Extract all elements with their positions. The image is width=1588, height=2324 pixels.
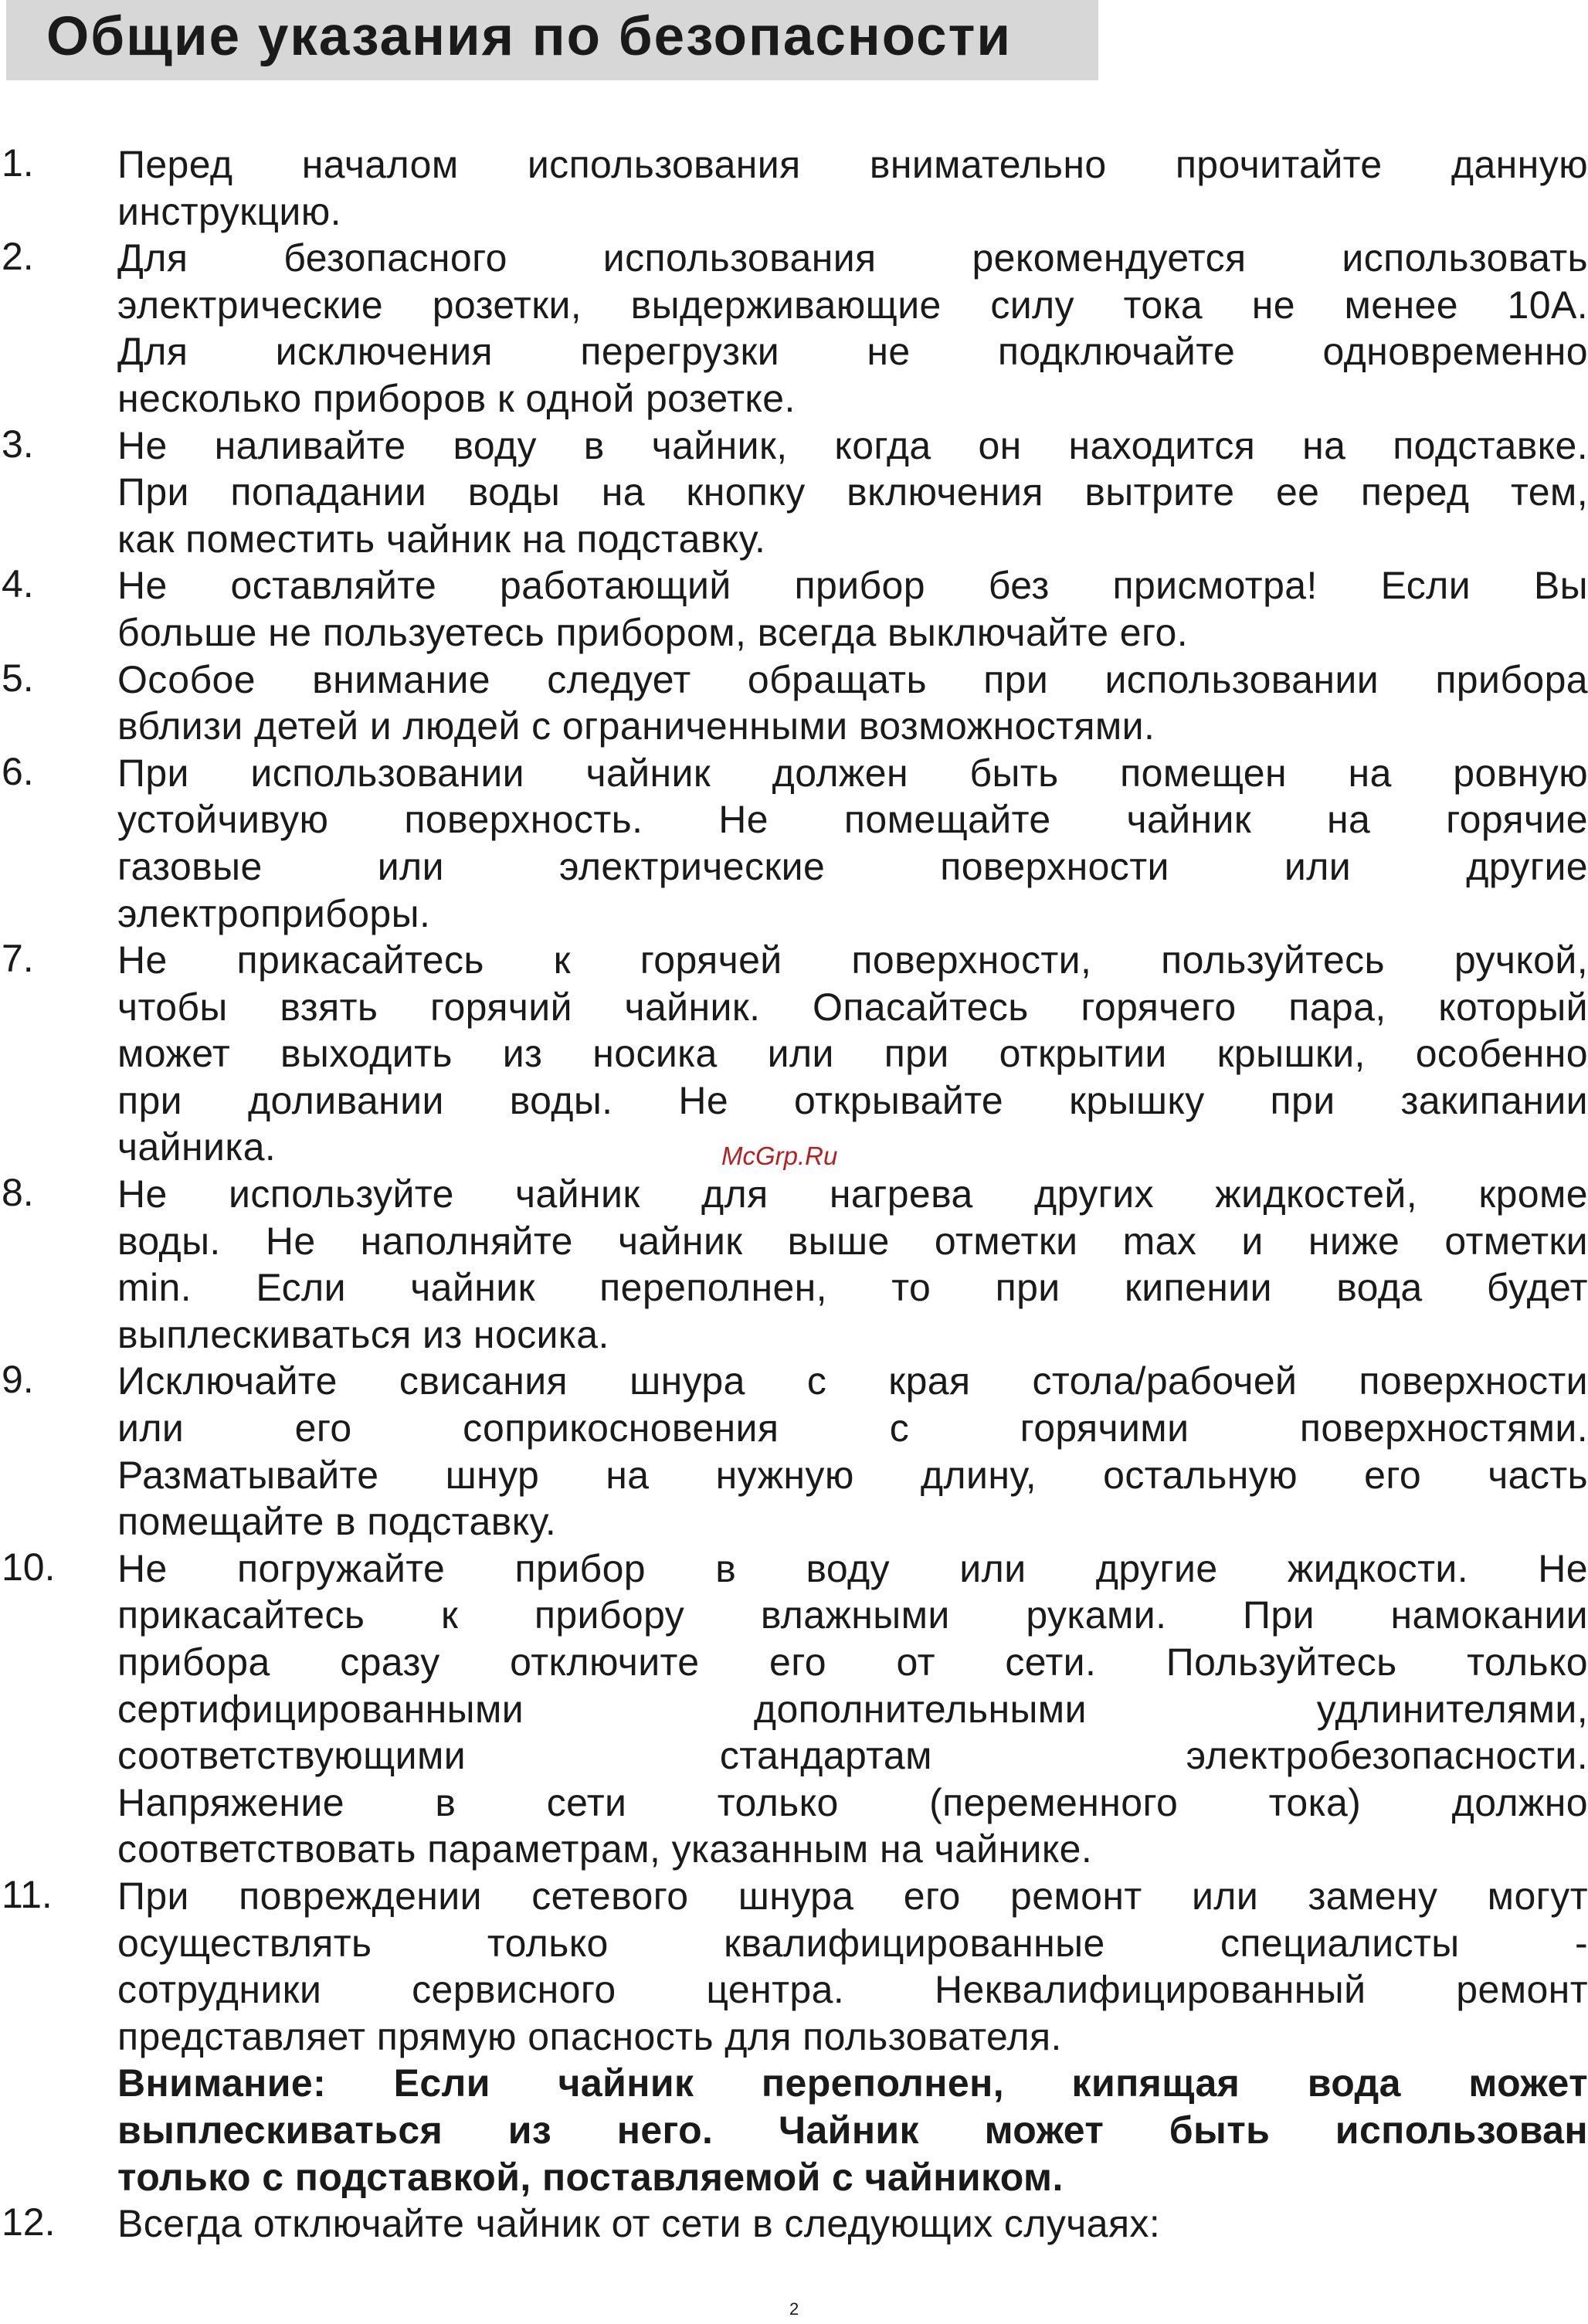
item-text-line: прикасайтесь к прибору влажными руками. При намокании xyxy=(117,1593,1588,1637)
item-text-line: чтобы взять горячий чайник. Опасайтесь горячего пара, который xyxy=(117,985,1588,1029)
item-text-line: Перед началом использования внимательно прочитайте данную xyxy=(117,143,1588,186)
item-number: 4. xyxy=(2,562,34,606)
item-text-line: при доливании воды. Не открывайте крышку при закипании xyxy=(117,1078,1588,1122)
item-text-line: инструкцию. xyxy=(117,189,341,233)
item-text-line: Не наливайте воду в чайник, когда он находится на подставке. xyxy=(117,423,1588,467)
item-text-line: Не погружайте прибор в воду или другие жидкости. Не xyxy=(117,1546,1588,1590)
section-header xyxy=(6,0,1098,80)
item-text-line: соответствовать параметрам, указанным на чайнике. xyxy=(117,1827,1093,1871)
item-text-line: Не оставляйте работающий прибор без присмотра! Если Вы xyxy=(117,564,1588,608)
item-text-line: Не используйте чайник для нагрева других жидкостей, кроме xyxy=(117,1172,1588,1216)
list-item xyxy=(0,422,1588,563)
page-title: Общие указания по безопасности xyxy=(46,6,1013,67)
item-text-line: сотрудники сервисного центра. Неквалифицированный ремонт xyxy=(117,1968,1588,2012)
item-text-line: вблизи детей и людей с ограниченными возможностями. xyxy=(117,704,1155,748)
item-text-line: сертифицированными дополнительными удлинителями, xyxy=(117,1687,1588,1731)
item-text-line: газовые или электрические поверхности или другие xyxy=(117,844,1588,888)
item-text-line: больше не пользуетесь прибором, всегда выключайте его. xyxy=(117,610,1189,654)
warning-text-line: выплескиваться из него. Чайник может быть использован xyxy=(117,2108,1588,2152)
item-text-line: помещайте в подставку. xyxy=(117,1500,557,1544)
item-text-line: Исключайте свисания шнура с края стола/рабочей поверхности xyxy=(117,1359,1588,1403)
warning-text-line: только с подставкой, поставляемой с чайником. xyxy=(117,2155,1064,2199)
item-text-line: устойчивую поверхность. Не помещайте чайник на горячие xyxy=(117,798,1588,842)
item-text-line: Для безопасного использования рекомендуется использовать xyxy=(117,236,1588,280)
warning-text-line: Внимание: Если чайник переполнен, кипящая вода может xyxy=(117,2061,1588,2105)
list-item xyxy=(0,656,1588,750)
item-text-line: При попадании воды на кнопку включения вытрите ее перед тем, xyxy=(117,470,1588,514)
item-text-line: min. Если чайник переполнен, то при кипении вода будет xyxy=(117,1266,1588,1310)
item-number: 7. xyxy=(2,937,34,981)
list-item xyxy=(0,1873,1588,2200)
item-text-line: Не прикасайтесь к горячей поверхности, пользуйтесь ручкой, xyxy=(117,938,1588,982)
item-text-line: как поместить чайник на подставку. xyxy=(117,517,766,561)
list-item xyxy=(0,141,1588,235)
item-number: 6. xyxy=(2,749,34,793)
list-item xyxy=(0,750,1588,937)
item-number: 1. xyxy=(2,141,34,185)
list-item xyxy=(0,562,1588,656)
item-text-line: осуществлять только квалифицированные специалисты - xyxy=(117,1921,1588,1965)
item-number: 11. xyxy=(2,1872,53,1916)
safety-instructions-list xyxy=(0,141,1588,2248)
list-item xyxy=(0,1358,1588,1545)
item-text-line: или его соприкосновения с горячими поверхностями. xyxy=(117,1406,1588,1450)
item-text-line: Всегда отключайте чайник от сети в следующих случаях: xyxy=(117,2202,1161,2246)
item-text-line: чайника. xyxy=(117,1125,277,1169)
item-text-line: При использовании чайник должен быть помещен на ровную xyxy=(117,751,1588,795)
list-item xyxy=(0,1545,1588,1873)
watermark: McGrp.Ru xyxy=(721,1142,838,1170)
list-item xyxy=(0,2200,1588,2248)
list-item xyxy=(0,235,1588,422)
item-number: 2. xyxy=(2,235,34,279)
item-text-line: При повреждении сетевого шнура его ремонт или замену могут xyxy=(117,1874,1588,1918)
item-text-line: Напряжение в сети только (переменного тока) должно xyxy=(117,1780,1588,1824)
item-text-line: соответствующими стандартам электробезопасности. xyxy=(117,1734,1588,1778)
item-text-line: несколько приборов к одной розетке. xyxy=(117,376,796,420)
item-text-line: может выходить из носика или при открытии крышки, особенно xyxy=(117,1032,1588,1076)
item-text-line: электроприборы. xyxy=(117,891,431,935)
list-item xyxy=(0,937,1588,1171)
page-number: 2 xyxy=(789,2299,799,2319)
item-text-line: выплескиваться из носика. xyxy=(117,1312,609,1356)
item-text-line: Особое внимание следует обращать при использовании прибора xyxy=(117,657,1588,701)
item-text-line: воды. Не наполняйте чайник выше отметки max и ниже отметки xyxy=(117,1219,1588,1263)
item-text-line: прибора сразу отключите его от сети. Пользуйтесь только xyxy=(117,1640,1588,1684)
item-text-line: представляет прямую опасность для пользователя. xyxy=(117,2014,1062,2058)
item-text-line: Разматывайте шнур на нужную длину, остальную его часть xyxy=(117,1453,1588,1497)
item-text-line: электрические розетки, выдерживающие силу тока не менее 10А. xyxy=(117,283,1588,327)
item-number: 9. xyxy=(2,1358,34,1402)
item-number: 3. xyxy=(2,422,34,466)
list-item xyxy=(0,1171,1588,1358)
item-number: 8. xyxy=(2,1171,34,1215)
item-text-line: Для исключения перегрузки не подключайте одновременно xyxy=(117,330,1588,374)
item-number: 12. xyxy=(2,2200,56,2244)
item-number: 10. xyxy=(2,1545,56,1589)
item-number: 5. xyxy=(2,656,34,700)
